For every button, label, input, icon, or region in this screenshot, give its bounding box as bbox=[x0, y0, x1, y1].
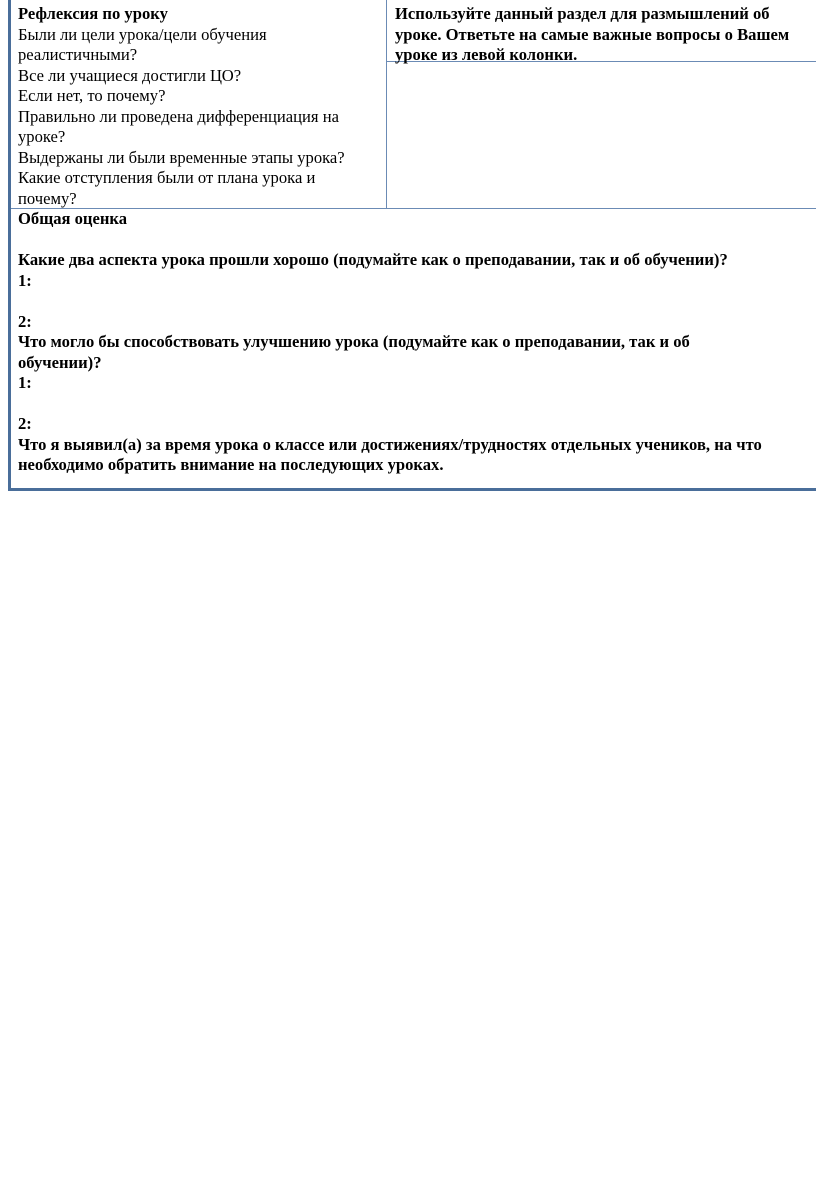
reflection-question-line: Все ли учащиеся достигли ЦО? bbox=[18, 65, 242, 85]
summary-section bbox=[11, 209, 816, 476]
reflection-question-line: Были ли цели урока/цели обучения bbox=[18, 24, 267, 44]
summary-question-3-continued: необходимо обратить внимание на последующих уроках. bbox=[18, 455, 444, 474]
reflection-instruction-line: уроке. Ответьте на самые важные вопросы о Вашем bbox=[395, 24, 790, 44]
reflection-instruction-line: Используйте данный раздел для размышлений об bbox=[395, 4, 770, 23]
summary-question-1: Какие два аспекта урока прошли хорошо (подумайте как о преподавании, так и об обучении)? bbox=[18, 250, 728, 269]
reflection-question-line: Какие отступления были от плана урока и bbox=[18, 168, 316, 187]
reflection-title: Рефлексия по уроку bbox=[18, 4, 168, 23]
lesson-reflection-table bbox=[8, 0, 816, 491]
answer-item-label: 2: bbox=[18, 414, 32, 433]
summary-question-2-continued: обучении)? bbox=[18, 352, 102, 372]
blank-line bbox=[18, 394, 816, 415]
reflection-question-line: Правильно ли проведена дифференциация на bbox=[18, 106, 339, 126]
reflection-question-line: почему? bbox=[18, 188, 77, 208]
reflection-question-line: реалистичными? bbox=[18, 45, 138, 64]
blank-line bbox=[18, 230, 816, 251]
summary-question-2: Что могло бы способствовать улучшению урока (подумайте как о преподавании, так и об bbox=[18, 332, 690, 351]
reflection-questions-cell bbox=[11, 0, 387, 208]
reflection-instruction-line: уроке из левой колонки. bbox=[395, 45, 578, 64]
blank-line bbox=[18, 291, 816, 312]
reflection-instruction-cell bbox=[387, 0, 816, 62]
answer-item-label: 2: bbox=[18, 311, 32, 331]
reflection-question-line: Если нет, то почему? bbox=[18, 86, 166, 105]
summary-title: Общая оценка bbox=[18, 209, 128, 228]
reflection-question-line: Выдержаны ли были временные этапы урока? bbox=[18, 147, 345, 167]
summary-question-3: Что я выявил(а) за время урока о классе или достижениях/трудностях отдельных учеников, на что bbox=[18, 434, 762, 454]
reflection-answer-cell[interactable] bbox=[387, 62, 816, 208]
reflection-answer-column bbox=[387, 0, 816, 208]
reflection-row bbox=[11, 0, 816, 209]
reflection-question-line: уроке? bbox=[18, 127, 66, 146]
answer-item-label: 1: bbox=[18, 270, 32, 290]
answer-item-label: 1: bbox=[18, 373, 32, 392]
